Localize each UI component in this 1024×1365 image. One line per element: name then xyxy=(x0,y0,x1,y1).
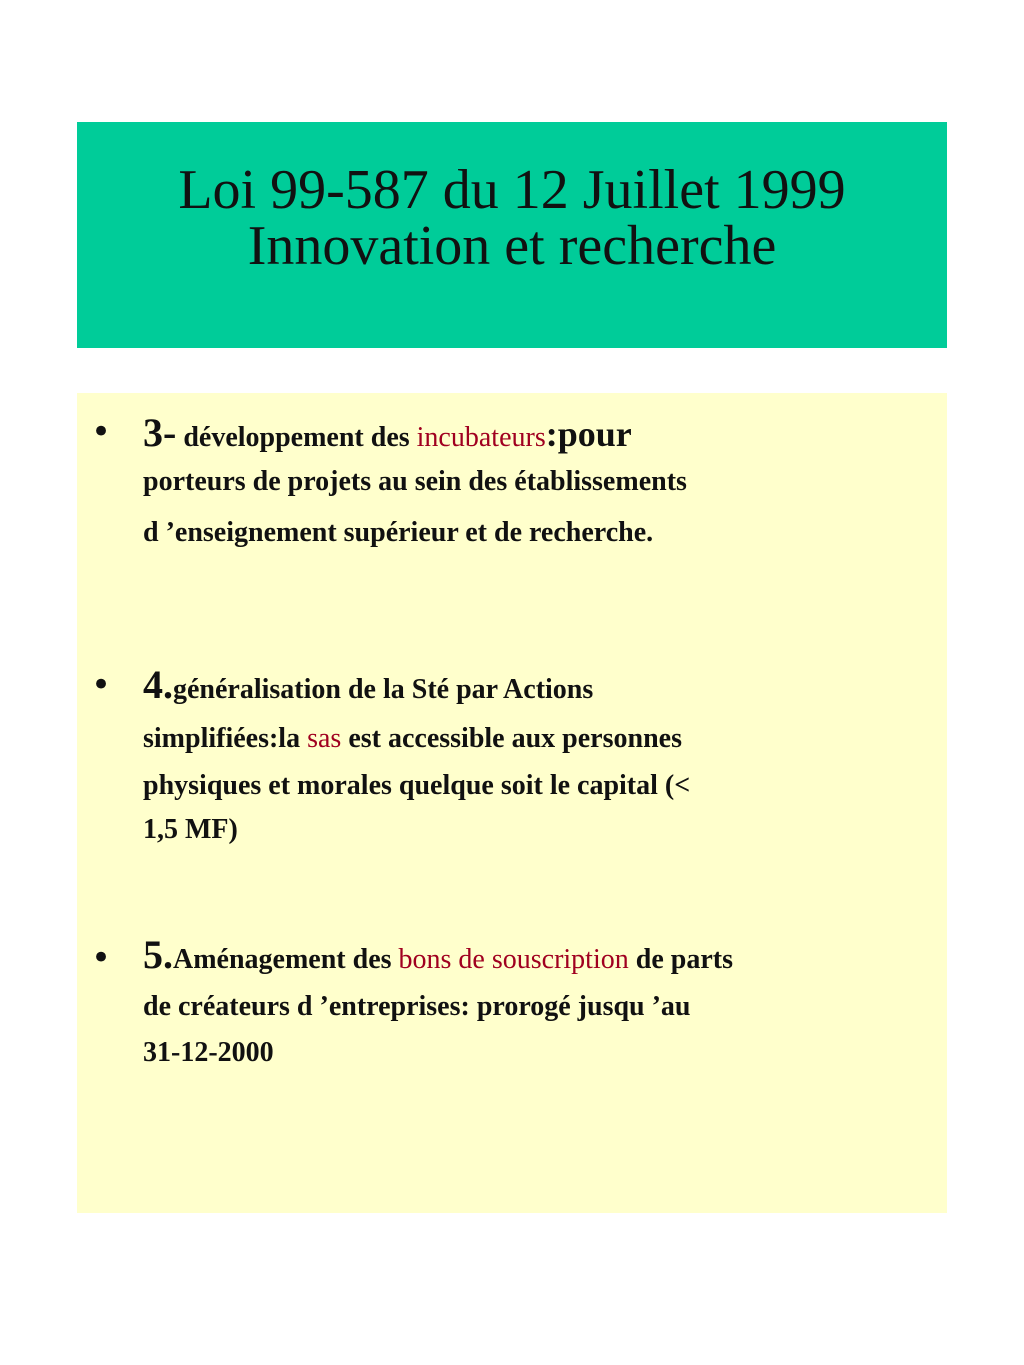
bullet-5-part1: Aménagement des xyxy=(173,944,399,975)
bullet-4-line2a: simplifiées:la xyxy=(143,723,308,754)
bullet-4-highlight: sas xyxy=(307,723,342,754)
bullet-5-text xyxy=(143,931,933,1076)
bullet-4-text xyxy=(143,661,933,852)
bullet-5-number: 5. xyxy=(143,932,173,977)
bullet-4-line3: physiques et morales quelque soit le capital (< xyxy=(143,770,691,801)
bullet-dot: • xyxy=(91,938,112,978)
bullet-5-highlight: bons de souscription xyxy=(398,944,629,975)
bullet-3-line3: d ’enseignement supérieur et de recherche. xyxy=(143,517,654,548)
bullet-3-highlight: incubateurs xyxy=(416,422,546,453)
bullet-3-part1: développement des xyxy=(176,422,417,453)
bullet-3-text xyxy=(143,411,933,562)
bullet-3-number: 3- xyxy=(143,410,177,455)
bullet-dot: • xyxy=(91,665,112,705)
content-panel xyxy=(77,393,947,1213)
bullet-4-number: 4. xyxy=(143,662,173,707)
bullet-5-line2: de créateurs d ’entreprises: prorogé jusqu ’au xyxy=(143,991,691,1022)
bullet-3-part2: :pour xyxy=(545,414,632,454)
bullet-dot: • xyxy=(91,412,112,452)
slide-title-line-1: Loi 99-587 du 12 Juillet 1999 xyxy=(178,159,846,221)
bullet-4-line4: 1,5 MF) xyxy=(143,814,238,845)
bullet-5-line3: 31-12-2000 xyxy=(143,1037,274,1068)
bullet-4-part1: généralisation de la Sté par Actions xyxy=(173,674,594,705)
bullet-5-part2: de parts xyxy=(628,944,733,975)
bullet-3-line2: porteurs de projets au sein des établissements xyxy=(143,466,687,497)
bullet-4-line2b: est accessible aux personnes xyxy=(341,723,682,754)
slide-title-line-2: Innovation et recherche xyxy=(247,215,777,277)
title-banner xyxy=(77,122,947,348)
